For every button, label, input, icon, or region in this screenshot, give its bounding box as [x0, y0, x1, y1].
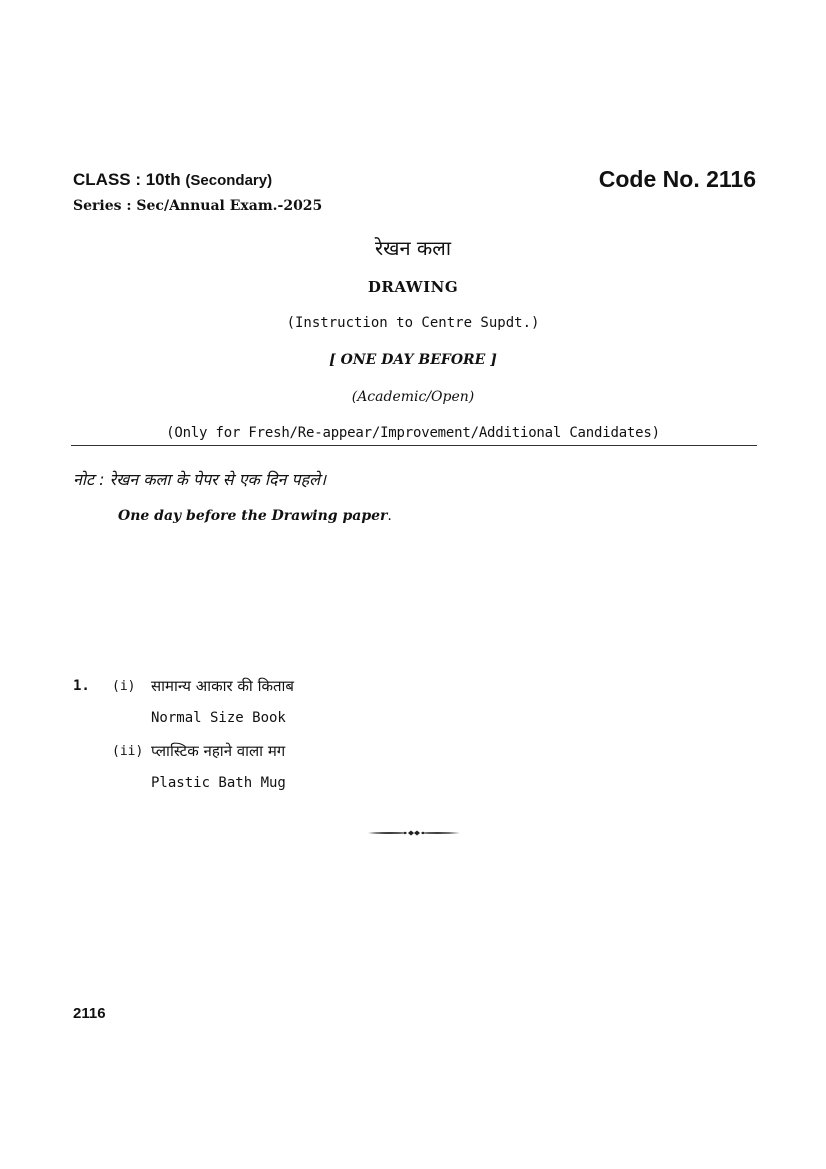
class-sub: (Secondary): [185, 172, 273, 189]
item-label-i: (i): [112, 679, 136, 694]
code-number: Code No. 2116: [598, 166, 756, 192]
item-hindi-ii: प्लास्टिक नहाने वाला मग: [151, 742, 286, 760]
item-hindi-i: सामान्य आकार की किताब: [151, 677, 294, 695]
item-english-ii: Plastic Bath Mug: [151, 775, 286, 791]
note-english-text: One day before the Drawing paper: [118, 508, 388, 524]
divider-rule: [71, 445, 757, 446]
hindi-subject-title: रेखन कला: [374, 236, 452, 260]
candidates-line: (Only for Fresh/Re-appear/Improvement/Additional Candidates): [166, 425, 660, 441]
mode-line: (Academic/Open): [351, 389, 475, 405]
timing-line: [ ONE DAY BEFORE ]: [329, 352, 497, 368]
end-ornament-icon: [367, 825, 461, 839]
subject-title: DRAWING: [367, 278, 459, 296]
series-line: Series : Sec/Annual Exam.-2025: [73, 198, 323, 214]
item-label-ii: (ii): [112, 744, 144, 759]
footer-code: 2116: [73, 1005, 106, 1022]
item-english-i: Normal Size Book: [151, 710, 286, 726]
instruction-line: (Instruction to Centre Supdt.): [286, 315, 540, 331]
question-number: 1.: [73, 678, 90, 694]
class-line: [73, 170, 272, 190]
class-label: CLASS : 10th: [73, 170, 181, 189]
note-hindi: नोट : रेखन कला के पेपर से एक दिन पहले।: [73, 470, 327, 489]
note-english-period: .: [387, 508, 392, 524]
note-english: [118, 508, 392, 524]
